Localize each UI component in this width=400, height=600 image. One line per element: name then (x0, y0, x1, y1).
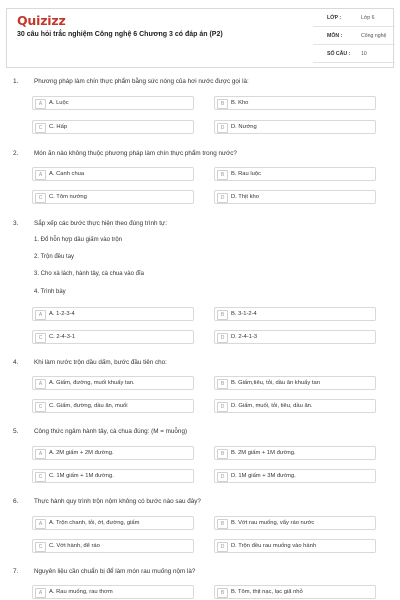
option-text: A. Giấm, đường, muối khuấy tan. (49, 380, 135, 386)
option-text: B. Tôm, thịt nạc, lạc giã nhỏ (231, 589, 303, 595)
option-letter: D (217, 472, 228, 482)
option-b[interactable] (214, 585, 376, 599)
option-a[interactable] (32, 516, 194, 530)
option-c[interactable] (32, 120, 194, 134)
option-letter: C (35, 333, 46, 343)
option-letter: D (217, 193, 228, 203)
meta-value: Lớp 6 (361, 15, 375, 21)
option-text: A. 1-2-3-4 (49, 311, 75, 317)
option-text: C. 1M giấm + 1M đường. (49, 473, 114, 479)
step-line: 2. Trộn đều tay (34, 254, 75, 260)
meta-key: LỚP : (327, 15, 342, 21)
option-text: C. Vớt hành, để ráo (49, 543, 100, 549)
option-letter: C (35, 472, 46, 482)
option-letter: C (35, 193, 46, 203)
option-c[interactable] (32, 539, 194, 553)
option-letter: B (217, 379, 228, 389)
question-number: 2. (13, 150, 19, 157)
option-d[interactable] (214, 399, 376, 413)
meta-row-subject (313, 30, 395, 45)
option-letter: A (35, 449, 46, 459)
meta-key: SỐ CÂU : (327, 51, 351, 57)
question-number: 7. (13, 568, 19, 575)
option-d[interactable] (214, 330, 376, 344)
option-text: C. Hấp (49, 124, 68, 130)
step-line: 4. Trình bày (34, 289, 66, 295)
question-text: Công thức ngâm hành tây, cà chua đúng: (M = muỗng) (34, 428, 188, 435)
question-number: 1. (13, 78, 19, 85)
option-text: D. Giấm, muối, tỏi, tiêu, dầu ăn. (231, 403, 313, 409)
meta-value: 10 (361, 51, 367, 57)
option-c[interactable] (32, 190, 194, 204)
option-letter: B (217, 588, 228, 598)
option-c[interactable] (32, 469, 194, 483)
option-d[interactable] (214, 539, 376, 553)
option-text: A. Luộc (49, 100, 69, 106)
option-text: D. Trộn đều rau muống vào hành (231, 543, 317, 549)
option-letter: C (35, 123, 46, 133)
option-c[interactable] (32, 399, 194, 413)
step-line: 3. Cho xà lách, hành tây, cà chua vào đĩa (34, 271, 144, 277)
question-text: Phương pháp làm chín thực phẩm bằng sức nóng của hơi nước được gọi là: (34, 78, 249, 85)
option-a[interactable] (32, 585, 194, 599)
option-letter: C (35, 402, 46, 412)
quizizz-logo: Quizizz (17, 13, 66, 28)
question-number: 4. (13, 359, 19, 366)
option-letter: A (35, 588, 46, 598)
meta-table (313, 9, 395, 63)
option-letter: A (35, 379, 46, 389)
option-text: B. Rau luộc (231, 171, 261, 177)
option-d[interactable] (214, 190, 376, 204)
option-a[interactable] (32, 376, 194, 390)
question-text: Sắp xếp các bước thực hiện theo đúng trình tự: (34, 220, 167, 227)
meta-row-count (313, 48, 395, 63)
option-letter: B (217, 449, 228, 459)
question-number: 3. (13, 220, 19, 227)
option-text: D. 2-4-1-3 (231, 334, 258, 340)
step-line: 1. Đổ hỗn hợp dầu giấm vào trộn (34, 237, 122, 243)
option-text: D. 1M giấm + 3M đường. (231, 473, 296, 479)
option-d[interactable] (214, 469, 376, 483)
option-a[interactable] (32, 446, 194, 460)
option-letter: D (217, 333, 228, 343)
option-text: B. Giấm,tiêu, tỏi, dầu ăn khuấy tan (231, 380, 320, 386)
option-letter: C (35, 542, 46, 552)
option-letter: B (217, 310, 228, 320)
option-letter: D (217, 123, 228, 133)
option-letter: B (217, 99, 228, 109)
option-b[interactable] (214, 96, 376, 110)
option-text: B. 2M giấm + 1M đường. (231, 450, 296, 456)
option-text: D. Nướng (231, 124, 257, 130)
option-letter: D (217, 402, 228, 412)
option-d[interactable] (214, 120, 376, 134)
option-a[interactable] (32, 96, 194, 110)
option-b[interactable] (214, 446, 376, 460)
option-text: C. 2-4-3-1 (49, 334, 76, 340)
question-number: 6. (13, 498, 19, 505)
option-text: B. Kho (231, 100, 249, 106)
option-text: C. Tôm nướng (49, 194, 87, 200)
meta-row-grade (313, 12, 395, 27)
option-text: B. 3-1-2-4 (231, 311, 257, 317)
meta-value: Công nghệ (361, 33, 387, 39)
option-letter: B (217, 519, 228, 529)
option-letter: A (35, 310, 46, 320)
question-text: Nguyên liệu cần chuẩn bị để làm món rau muống nộm là? (34, 568, 196, 575)
question-text: Món ăn nào không thuộc phương pháp làm chín thực phẩm trong nước? (34, 150, 237, 157)
question-number: 5. (13, 428, 19, 435)
option-letter: D (217, 542, 228, 552)
option-a[interactable] (32, 167, 194, 181)
option-a[interactable] (32, 307, 194, 321)
meta-key: MÔN : (327, 33, 343, 39)
option-text: D. Thịt kho (231, 194, 259, 200)
worksheet-header (6, 8, 394, 68)
option-letter: A (35, 99, 46, 109)
option-b[interactable] (214, 516, 376, 530)
option-text: A. Canh chua (49, 171, 85, 177)
option-b[interactable] (214, 376, 376, 390)
option-letter: B (217, 170, 228, 180)
option-text: A. 2M giấm + 2M đường. (49, 450, 114, 456)
option-c[interactable] (32, 330, 194, 344)
option-b[interactable] (214, 307, 376, 321)
question-text: Khi làm nước trộn dầu dấm, bước đầu tiên cho: (34, 359, 167, 366)
question-text: Thực hành quy trình trộn nộm không có bước nào sau đây? (34, 498, 201, 505)
option-text: C. Giấm, đường, dầu ăn, muối (49, 403, 128, 409)
option-text: B. Vớt rau muống, vẩy ráo nước (231, 520, 315, 526)
option-letter: A (35, 170, 46, 180)
option-b[interactable] (214, 167, 376, 181)
option-text: A. Rau muống, rau thơm (49, 589, 113, 595)
worksheet-title: 30 câu hỏi trắc nghiệm Công nghệ 6 Chương 3 có đáp án (P2) (17, 31, 223, 38)
option-letter: A (35, 519, 46, 529)
option-text: A. Trộn chanh, tỏi, ớt, đường, giấm (49, 520, 140, 526)
